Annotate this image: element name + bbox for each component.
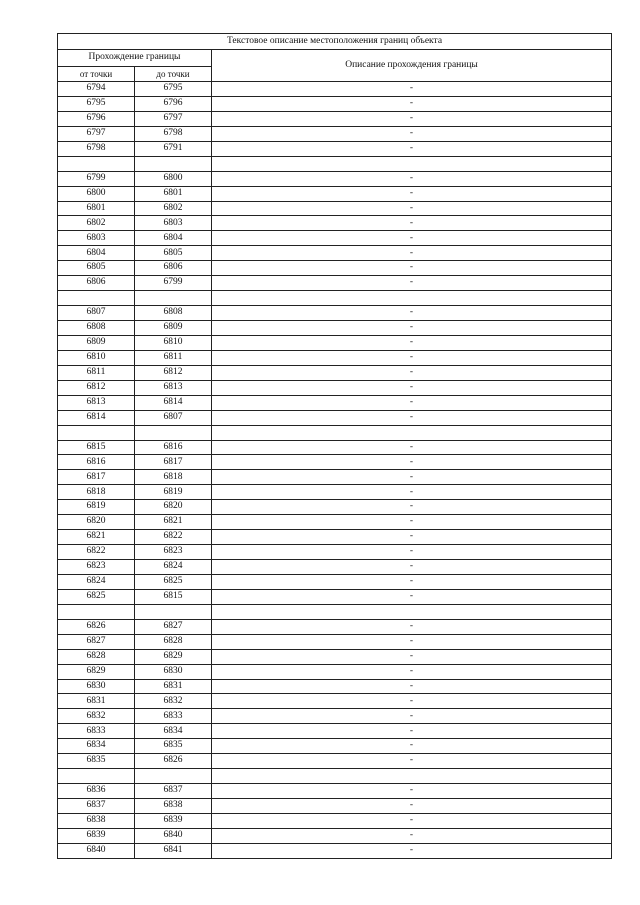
- from-point-cell: 6795: [58, 96, 135, 111]
- table-row: [58, 156, 612, 171]
- from-point-cell: 6837: [58, 799, 135, 814]
- description-cell: -: [212, 843, 612, 858]
- to-point-cell: 6802: [135, 201, 212, 216]
- to-point-cell: 6812: [135, 365, 212, 380]
- document-page: [57, 33, 611, 859]
- table-row: [58, 186, 612, 201]
- description-cell: -: [212, 515, 612, 530]
- table-row: [58, 126, 612, 141]
- from-point-cell: [58, 156, 135, 171]
- from-point-cell: 6835: [58, 754, 135, 769]
- description-cell: -: [212, 82, 612, 97]
- from-point-column-header: от точки: [58, 67, 135, 82]
- from-point-cell: 6816: [58, 455, 135, 470]
- to-point-cell: 6817: [135, 455, 212, 470]
- description-cell: -: [212, 395, 612, 410]
- to-point-cell: 6814: [135, 395, 212, 410]
- description-cell: -: [212, 694, 612, 709]
- table-row: [58, 410, 612, 425]
- to-point-cell: 6795: [135, 82, 212, 97]
- from-point-cell: 6815: [58, 440, 135, 455]
- description-cell: -: [212, 619, 612, 634]
- to-point-cell: 6826: [135, 754, 212, 769]
- description-cell: -: [212, 485, 612, 500]
- from-point-cell: 6830: [58, 679, 135, 694]
- to-point-cell: 6824: [135, 560, 212, 575]
- table-group-header-row: [58, 50, 612, 67]
- to-point-cell: 6830: [135, 664, 212, 679]
- from-point-cell: 6832: [58, 709, 135, 724]
- from-point-cell: 6833: [58, 724, 135, 739]
- to-point-cell: 6831: [135, 679, 212, 694]
- boundary-passage-header: Прохождение границы: [58, 50, 212, 67]
- from-point-cell: 6831: [58, 694, 135, 709]
- table-row: [58, 530, 612, 545]
- to-point-cell: 6798: [135, 126, 212, 141]
- table-row: [58, 649, 612, 664]
- table-row: [58, 769, 612, 784]
- description-cell: -: [212, 171, 612, 186]
- to-point-cell: 6808: [135, 306, 212, 321]
- table-row: [58, 395, 612, 410]
- table-row: [58, 261, 612, 276]
- to-point-cell: 6818: [135, 470, 212, 485]
- description-cell: -: [212, 560, 612, 575]
- table-row: [58, 560, 612, 575]
- description-cell: -: [212, 589, 612, 604]
- from-point-cell: 6801: [58, 201, 135, 216]
- table-row: [58, 545, 612, 560]
- description-cell: [212, 291, 612, 306]
- table-row: [58, 425, 612, 440]
- from-point-cell: 6803: [58, 231, 135, 246]
- description-cell: -: [212, 126, 612, 141]
- to-point-cell: 6838: [135, 799, 212, 814]
- table-row: [58, 724, 612, 739]
- to-point-cell: 6821: [135, 515, 212, 530]
- from-point-cell: 6826: [58, 619, 135, 634]
- to-point-cell: 6797: [135, 111, 212, 126]
- table-row: [58, 754, 612, 769]
- description-cell: -: [212, 500, 612, 515]
- to-point-cell: 6809: [135, 321, 212, 336]
- table-row: [58, 574, 612, 589]
- description-cell: [212, 425, 612, 440]
- description-cell: -: [212, 96, 612, 111]
- table-row: [58, 799, 612, 814]
- from-point-cell: 6834: [58, 739, 135, 754]
- to-point-cell: 6804: [135, 231, 212, 246]
- from-point-cell: 6828: [58, 649, 135, 664]
- description-cell: -: [212, 246, 612, 261]
- to-point-cell: 6806: [135, 261, 212, 276]
- from-point-cell: 6805: [58, 261, 135, 276]
- to-point-cell: 6813: [135, 380, 212, 395]
- table-row: [58, 141, 612, 156]
- description-column-header: Описание прохождения границы: [212, 50, 612, 82]
- from-point-cell: 6799: [58, 171, 135, 186]
- description-cell: -: [212, 724, 612, 739]
- description-cell: -: [212, 306, 612, 321]
- table-row: [58, 440, 612, 455]
- description-cell: -: [212, 649, 612, 664]
- to-point-cell: 6791: [135, 141, 212, 156]
- table-row: [58, 679, 612, 694]
- from-point-cell: 6797: [58, 126, 135, 141]
- to-point-cell: 6828: [135, 634, 212, 649]
- from-point-cell: 6827: [58, 634, 135, 649]
- table-row: [58, 470, 612, 485]
- description-cell: -: [212, 141, 612, 156]
- from-point-cell: 6817: [58, 470, 135, 485]
- to-point-cell: 6823: [135, 545, 212, 560]
- to-point-cell: 6819: [135, 485, 212, 500]
- from-point-cell: 6818: [58, 485, 135, 500]
- table-row: [58, 664, 612, 679]
- table-row: [58, 500, 612, 515]
- description-cell: [212, 156, 612, 171]
- table-row: [58, 380, 612, 395]
- table-row: [58, 709, 612, 724]
- to-point-cell: [135, 156, 212, 171]
- to-point-cell: 6810: [135, 335, 212, 350]
- description-cell: -: [212, 455, 612, 470]
- table-row: [58, 276, 612, 291]
- from-point-cell: 6804: [58, 246, 135, 261]
- description-cell: -: [212, 231, 612, 246]
- table-title: Текстовое описание местоположения границ объекта: [58, 34, 612, 50]
- description-cell: [212, 769, 612, 784]
- from-point-cell: 6806: [58, 276, 135, 291]
- from-point-cell: 6839: [58, 828, 135, 843]
- table-row: [58, 201, 612, 216]
- table-row: [58, 365, 612, 380]
- table-row: [58, 111, 612, 126]
- to-point-cell: 6840: [135, 828, 212, 843]
- table-row: [58, 619, 612, 634]
- to-point-cell: 6841: [135, 843, 212, 858]
- description-cell: -: [212, 739, 612, 754]
- to-point-cell: 6800: [135, 171, 212, 186]
- table-row: [58, 739, 612, 754]
- from-point-cell: 6794: [58, 82, 135, 97]
- description-cell: -: [212, 470, 612, 485]
- description-cell: -: [212, 634, 612, 649]
- from-point-cell: 6836: [58, 784, 135, 799]
- to-point-column-header: до точки: [135, 67, 212, 82]
- to-point-cell: [135, 291, 212, 306]
- to-point-cell: 6811: [135, 350, 212, 365]
- to-point-cell: 6820: [135, 500, 212, 515]
- from-point-cell: [58, 291, 135, 306]
- from-point-cell: 6812: [58, 380, 135, 395]
- from-point-cell: 6829: [58, 664, 135, 679]
- table-row: [58, 96, 612, 111]
- to-point-cell: 6796: [135, 96, 212, 111]
- to-point-cell: 6801: [135, 186, 212, 201]
- from-point-cell: 6810: [58, 350, 135, 365]
- description-cell: -: [212, 440, 612, 455]
- description-cell: -: [212, 186, 612, 201]
- from-point-cell: 6820: [58, 515, 135, 530]
- from-point-cell: 6819: [58, 500, 135, 515]
- table-row: [58, 291, 612, 306]
- table-row: [58, 813, 612, 828]
- table-row: [58, 231, 612, 246]
- table-row: [58, 784, 612, 799]
- description-cell: -: [212, 545, 612, 560]
- description-cell: -: [212, 664, 612, 679]
- from-point-cell: 6822: [58, 545, 135, 560]
- table-row: [58, 246, 612, 261]
- table-row: [58, 589, 612, 604]
- description-cell: [212, 604, 612, 619]
- description-cell: -: [212, 276, 612, 291]
- table-body: [58, 82, 612, 859]
- description-cell: -: [212, 216, 612, 231]
- to-point-cell: 6803: [135, 216, 212, 231]
- to-point-cell: 6815: [135, 589, 212, 604]
- description-cell: -: [212, 530, 612, 545]
- description-cell: -: [212, 261, 612, 276]
- to-point-cell: 6816: [135, 440, 212, 455]
- to-point-cell: 6822: [135, 530, 212, 545]
- from-point-cell: 6802: [58, 216, 135, 231]
- table-row: [58, 828, 612, 843]
- description-cell: -: [212, 799, 612, 814]
- description-cell: -: [212, 410, 612, 425]
- from-point-cell: 6813: [58, 395, 135, 410]
- table-row: [58, 843, 612, 858]
- from-point-cell: 6814: [58, 410, 135, 425]
- table-row: [58, 321, 612, 336]
- from-point-cell: 6811: [58, 365, 135, 380]
- boundary-description-table: [57, 33, 612, 859]
- from-point-cell: [58, 604, 135, 619]
- from-point-cell: 6796: [58, 111, 135, 126]
- from-point-cell: 6823: [58, 560, 135, 575]
- from-point-cell: 6800: [58, 186, 135, 201]
- to-point-cell: 6835: [135, 739, 212, 754]
- description-cell: -: [212, 380, 612, 395]
- from-point-cell: 6825: [58, 589, 135, 604]
- table-row: [58, 216, 612, 231]
- description-cell: -: [212, 574, 612, 589]
- to-point-cell: [135, 425, 212, 440]
- to-point-cell: 6805: [135, 246, 212, 261]
- table-row: [58, 350, 612, 365]
- table-row: [58, 335, 612, 350]
- table-row: [58, 694, 612, 709]
- table-row: [58, 485, 612, 500]
- description-cell: -: [212, 321, 612, 336]
- to-point-cell: 6827: [135, 619, 212, 634]
- description-cell: -: [212, 754, 612, 769]
- to-point-cell: 6799: [135, 276, 212, 291]
- from-point-cell: [58, 425, 135, 440]
- from-point-cell: 6840: [58, 843, 135, 858]
- from-point-cell: 6838: [58, 813, 135, 828]
- to-point-cell: 6839: [135, 813, 212, 828]
- table-row: [58, 171, 612, 186]
- description-cell: -: [212, 828, 612, 843]
- to-point-cell: 6832: [135, 694, 212, 709]
- table-row: [58, 455, 612, 470]
- description-cell: -: [212, 335, 612, 350]
- from-point-cell: 6824: [58, 574, 135, 589]
- description-cell: -: [212, 709, 612, 724]
- description-cell: -: [212, 111, 612, 126]
- description-cell: -: [212, 365, 612, 380]
- to-point-cell: 6825: [135, 574, 212, 589]
- description-cell: -: [212, 201, 612, 216]
- to-point-cell: [135, 769, 212, 784]
- table-title-row: [58, 34, 612, 50]
- to-point-cell: [135, 604, 212, 619]
- from-point-cell: [58, 769, 135, 784]
- from-point-cell: 6809: [58, 335, 135, 350]
- description-cell: -: [212, 813, 612, 828]
- description-cell: -: [212, 350, 612, 365]
- from-point-cell: 6808: [58, 321, 135, 336]
- description-cell: -: [212, 679, 612, 694]
- table-row: [58, 604, 612, 619]
- table-row: [58, 306, 612, 321]
- table-row: [58, 634, 612, 649]
- table-row: [58, 82, 612, 97]
- to-point-cell: 6837: [135, 784, 212, 799]
- table-row: [58, 515, 612, 530]
- from-point-cell: 6821: [58, 530, 135, 545]
- to-point-cell: 6807: [135, 410, 212, 425]
- from-point-cell: 6798: [58, 141, 135, 156]
- to-point-cell: 6834: [135, 724, 212, 739]
- from-point-cell: 6807: [58, 306, 135, 321]
- to-point-cell: 6833: [135, 709, 212, 724]
- to-point-cell: 6829: [135, 649, 212, 664]
- description-cell: -: [212, 784, 612, 799]
